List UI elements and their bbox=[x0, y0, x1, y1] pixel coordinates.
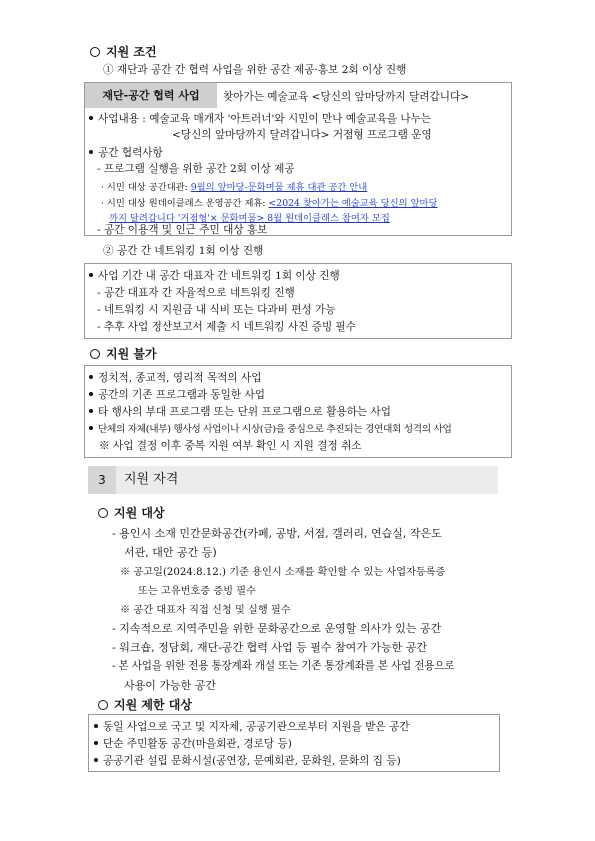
bullet-icon bbox=[89, 150, 93, 154]
list-item: 정치적, 종교적, 영리적 목적의 사업 bbox=[89, 370, 261, 385]
bullet-icon bbox=[89, 273, 93, 277]
note: ※ 사업 결정 이후 중복 지원 여부 확인 시 지원 결정 취소 bbox=[99, 440, 362, 452]
heading-restricted: 지원 제한 대상 bbox=[98, 696, 192, 713]
sub-detail: · 시민 대상 원데이클래스 운영공간 제휴: <2024 찾아가는 예술교육 당신의 앞마당 bbox=[101, 198, 438, 209]
oneday-class-link[interactable]: <2024 찾아가는 예술교육 당신의 앞마당 bbox=[268, 198, 438, 209]
section-title: 지원 자격 bbox=[124, 472, 179, 487]
oneday-class-link-continuation[interactable]: 까지 달려갑니다 '거점형'× 문화며뭄> 8월 원데이클래스 참여자 모집 bbox=[109, 213, 390, 224]
list-item: 타 행사의 부대 프로그램 또는 단위 프로그램으로 활용하는 사업 bbox=[89, 404, 391, 419]
condition-item-2: ② 공간 간 네트워킹 1회 이상 진행 bbox=[103, 245, 264, 257]
circle-bullet-icon bbox=[98, 508, 108, 518]
restricted-box bbox=[88, 714, 500, 772]
program-tag: 재단-공간 협력 사업 bbox=[85, 83, 217, 108]
sub-detail: · 시민 대상 공간대관: 9월의 앞마당-문화며뭄 제휴 대관 공간 안내 bbox=[101, 182, 368, 193]
sub-item: - 추후 사업 정산보고서 제출 시 네트워킹 사진 증빙 필수 bbox=[97, 321, 357, 333]
list-item: 사업 기간 내 공간 대표자 간 네트워킹 1회 이상 진행 bbox=[89, 268, 340, 283]
sub-item: - 네트워킹 시 지원금 내 식비 또는 다과비 편성 가능 bbox=[97, 304, 336, 316]
list-item: 동일 사업으로 국고 및 지자체, 공공기관으로부터 지원을 받은 공간 bbox=[94, 719, 410, 734]
eligible-note: ※ 공간 대표자 직접 신청 및 실행 필수 bbox=[120, 605, 291, 616]
eligible-note: 또는 고유번호증 증빙 필수 bbox=[138, 586, 256, 597]
bullet-icon bbox=[94, 724, 98, 728]
sub-item: - 프로그램 실행을 위한 공간 2회 이상 제공 bbox=[97, 163, 295, 175]
eligible-line: 서관, 대안 공간 등) bbox=[124, 546, 217, 559]
program-tag-description: 찾아가는 예술교육 <당신의 앞마당까지 달려갑니다> bbox=[223, 91, 470, 103]
circle-bullet-icon bbox=[90, 349, 100, 359]
section-header bbox=[88, 466, 498, 494]
list-item-continuation: <당신의 앞마당까지 달려갑니다> 거점형 프로그램 운영 bbox=[172, 129, 432, 141]
list-item: 사업내용 : 예술교육 매개자 '아트러너'와 시민이 만나 예술교육을 나누는 bbox=[89, 111, 431, 126]
bullet-icon bbox=[89, 392, 93, 396]
eligible-line: - 본 사업을 위한 전용 통장계좌 개설 또는 기존 통장계좌를 본 사업 전용으로 bbox=[112, 660, 455, 672]
eligible-line: - 워크숍, 정담회, 재단-공간 협력 사업 등 필수 참여가 가능한 공간 bbox=[112, 641, 428, 654]
eligible-line: 사용이 가능한 공간 bbox=[124, 679, 217, 692]
list-item: 단순 주민활동 공간(마을회관, 경로당 등) bbox=[94, 736, 292, 751]
bullet-icon bbox=[89, 426, 93, 430]
list-item: 공공기관 설립 문화시설(공연장, 문예회관, 문화원, 문화의 집 등) bbox=[94, 753, 401, 768]
heading-support-conditions: 지원 조건 bbox=[90, 43, 157, 60]
sub-item: - 공간 대표자 간 자율적으로 네트워킹 진행 bbox=[97, 287, 295, 299]
eligible-line: - 지속적으로 지역주민을 위한 문화공간으로 운영할 의사가 있는 공간 bbox=[112, 622, 442, 635]
circle-bullet-icon bbox=[98, 700, 108, 710]
section-number: 3 bbox=[88, 466, 116, 494]
not-supported-box bbox=[84, 365, 512, 458]
condition-item-1: ① 재단과 공간 간 협력 사업을 위한 공간 제공·홍보 2회 이상 진행 bbox=[103, 64, 407, 76]
cooperation-program-box bbox=[84, 82, 512, 236]
sub-item: - 공간 이용객 및 인근 주민 대상 홍보 bbox=[97, 224, 268, 236]
bullet-icon bbox=[89, 409, 93, 413]
heading-eligible: 지원 대상 bbox=[98, 504, 165, 521]
heading-not-supported: 지원 불가 bbox=[90, 345, 157, 362]
list-item: 단체의 자체(내부) 행사성 사업이나 시상(금)을 중심으로 추진되는 경연대회 성격의 사업 bbox=[89, 421, 452, 435]
eligible-note: ※ 공고일(2024.8.12.) 기준 용인시 소재를 확인할 수 있는 사업자등록증 bbox=[120, 567, 446, 578]
bullet-icon bbox=[94, 741, 98, 745]
venue-rental-link[interactable]: 9월의 앞마당-문화며뭄 제휴 대관 공간 안내 bbox=[190, 182, 368, 193]
networking-box bbox=[84, 263, 512, 339]
list-item: 공간 협력사항 bbox=[89, 145, 163, 160]
list-item: 공간의 기존 프로그램과 동일한 사업 bbox=[89, 387, 265, 402]
bullet-icon bbox=[94, 758, 98, 762]
eligible-line: - 용인시 소재 민간문화공간(카페, 공방, 서점, 갤러리, 연습실, 작은도 bbox=[112, 527, 442, 540]
bullet-icon bbox=[89, 375, 93, 379]
circle-bullet-icon bbox=[90, 47, 100, 57]
bullet-icon bbox=[89, 116, 93, 120]
